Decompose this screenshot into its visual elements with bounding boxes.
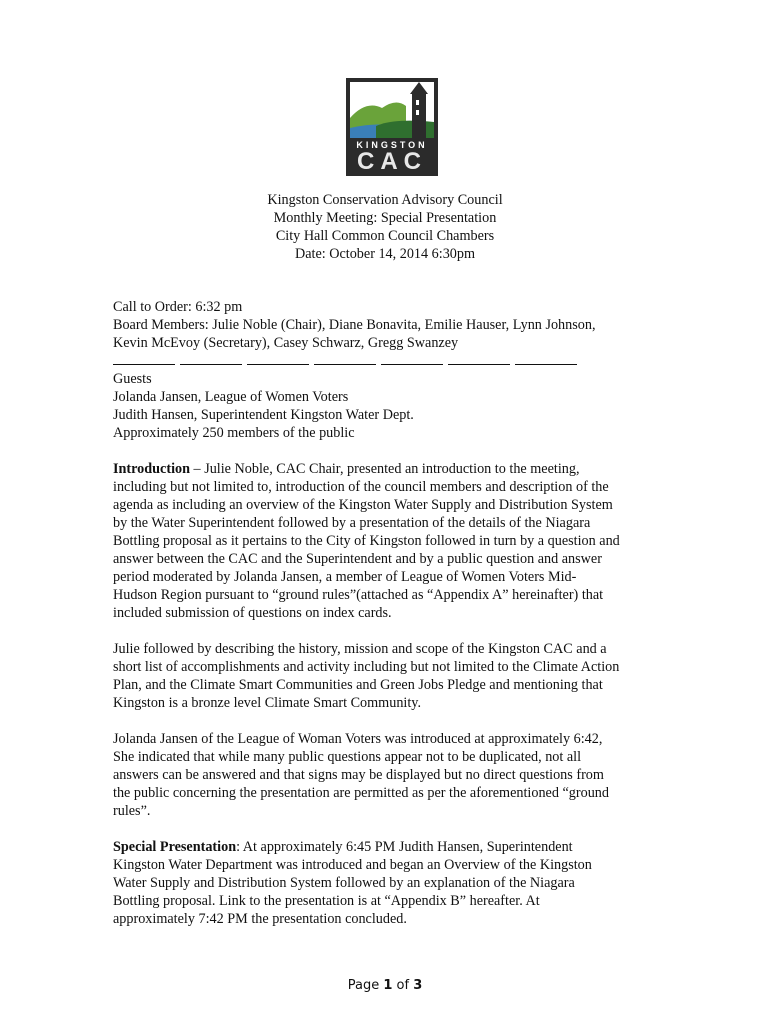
board-members-line: Board Members: Julie Noble (Chair), Diane Bonavita, Emilie Hauser, Lynn Johnson,: [113, 317, 596, 333]
page-word: Page: [347, 978, 384, 993]
board-members-line: Kevin McEvoy (Secretary), Casey Schwarz, Gregg Swanzey: [113, 335, 459, 351]
guest-entry: Approximately 250 members of the public: [113, 425, 355, 441]
divider-rule: [113, 352, 658, 370]
paragraph-line: including but not limited to, introduction of the council members and description of the: [113, 479, 609, 495]
paragraph-line: She indicated that while many public questions appear not to be duplicated, not all: [113, 749, 582, 765]
paragraph-line: Water Supply and Distribution System followed by an explanation of the Niagara: [113, 875, 575, 891]
document-heading: [0, 191, 770, 263]
jolanda-paragraph: [113, 730, 658, 820]
council-name: Kingston Conservation Advisory Council: [267, 192, 503, 208]
minutes-body: [113, 298, 658, 928]
paragraph-line: Bottling proposal. Link to the presentation is at “Appendix B” hereafter. At: [113, 893, 540, 909]
paragraph-line: Plan, and the Climate Smart Communities and Green Jobs Pledge and mentioning that: [113, 677, 603, 693]
logo-text-cac: CAC: [357, 148, 427, 175]
paragraph-line: : At approximately 6:45 PM Judith Hansen, Superintendent: [236, 839, 573, 855]
paragraph-line: Bottling proposal as it pertains to the City of Kingston followed in turn by a question and: [113, 533, 620, 549]
paragraph-line: short list of accomplishments and activity including but not limited to the Climate Action: [113, 659, 620, 675]
guests-label: Guests: [113, 371, 152, 387]
call-to-order: Call to Order: 6:32 pm: [113, 299, 243, 315]
page-number: 1: [383, 978, 393, 993]
meeting-location: City Hall Common Council Chambers: [275, 228, 495, 244]
meeting-type: Monthly Meeting: Special Presentation: [273, 210, 497, 226]
paragraph-line: approximately 7:42 PM the presentation concluded.: [113, 911, 407, 927]
special-presentation-paragraph: [113, 838, 658, 928]
paragraph-line: Hudson Region pursuant to “ground rules”(attached as “Appendix A” hereinafter) that: [113, 587, 604, 603]
paragraph-line: answers can be answered and that signs may be displayed but no direct questions from: [113, 767, 604, 783]
special-presentation-label: Special Presentation: [113, 839, 237, 855]
guest-entry: Judith Hansen, Superintendent Kingston Water Dept.: [113, 407, 414, 423]
paragraph-line: the public concerning the presentation are permitted as per the aforementioned “ground: [113, 785, 609, 801]
guest-entry: Jolanda Jansen, League of Women Voters: [113, 389, 349, 405]
paragraph-line: by the Water Superintendent followed by a presentation of the details of the Niagara: [113, 515, 591, 531]
logo-landscape-graphic: [346, 78, 438, 140]
paragraph-line: Kingston Water Department was introduced and began an Overview of the Kingston: [113, 857, 592, 873]
paragraph-line: rules”.: [113, 803, 151, 819]
paragraph-line: Jolanda Jansen of the League of Woman Voters was introduced at approximately 6:42,: [113, 731, 603, 747]
paragraph-line: included submission of questions on index cards.: [113, 605, 392, 621]
paragraph-line: Julie followed by describing the history, mission and scope of the Kingston CAC and a: [113, 641, 607, 657]
of-word: of: [392, 978, 414, 993]
paragraph-line: agenda as including an overview of the Kingston Water Supply and Distribution System: [113, 497, 613, 513]
paragraph-line: answer between the CAC and the Superintendent and by a public question and answer: [113, 551, 602, 567]
paragraph-line: Kingston is a bronze level Climate Smart Community.: [113, 695, 422, 711]
paragraph-line: period moderated by Jolanda Jansen, a member of League of Women Voters Mid-: [113, 569, 577, 585]
page-footer: [0, 978, 770, 993]
introduction-label: Introduction: [113, 461, 190, 477]
paragraph-line: – Julie Noble, CAC Chair, presented an introduction to the meeting,: [190, 461, 580, 477]
meeting-date: Date: October 14, 2014 6:30pm: [294, 246, 476, 262]
kingston-cac-logo: [346, 78, 438, 176]
logo-text-kingston: KINGSTON: [356, 140, 428, 150]
page-total: 3: [413, 978, 423, 993]
julie-paragraph: [113, 640, 658, 712]
introduction-paragraph: [113, 460, 658, 622]
